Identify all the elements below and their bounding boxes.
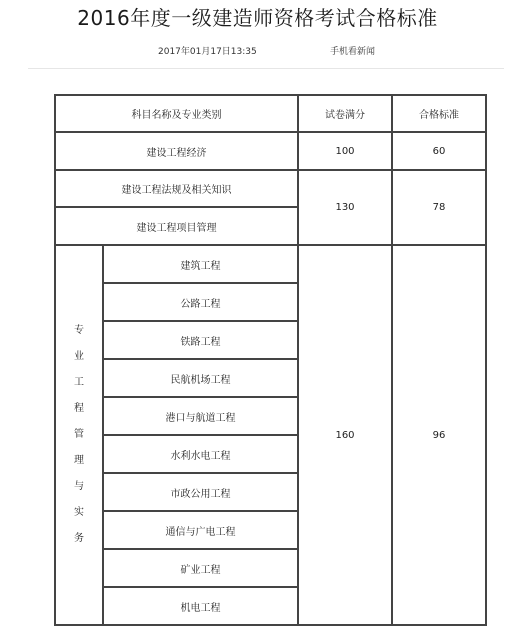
specialty-cell: 水利水电工程 bbox=[103, 435, 298, 473]
practice-category-label bbox=[55, 245, 103, 625]
table-row bbox=[55, 132, 486, 170]
full-score-economy: 100 bbox=[298, 132, 392, 170]
specialty-cell: 矿业工程 bbox=[103, 549, 298, 587]
table-row bbox=[55, 170, 486, 207]
specialty-cell: 公路工程 bbox=[103, 283, 298, 321]
subject-project-management: 建设工程项目管理 bbox=[55, 207, 298, 245]
table-header-row bbox=[55, 95, 486, 132]
publish-date: 2017年01月17日13:35 bbox=[158, 47, 257, 57]
specialty-cell: 铁路工程 bbox=[103, 321, 298, 359]
specialty-cell: 机电工程 bbox=[103, 587, 298, 625]
specialty-cell: 港口与航道工程 bbox=[103, 397, 298, 435]
specialty-cell: 民航机场工程 bbox=[103, 359, 298, 397]
pass-score-practice: 96 bbox=[392, 245, 486, 625]
specialty-cell: 建筑工程 bbox=[103, 245, 298, 283]
divider bbox=[28, 68, 504, 69]
full-score-group2: 130 bbox=[298, 170, 392, 245]
specialty-cell: 市政公用工程 bbox=[103, 473, 298, 511]
full-score-practice: 160 bbox=[298, 245, 392, 625]
header-full-score: 试卷满分 bbox=[298, 95, 392, 132]
specialty-cell: 通信与广电工程 bbox=[103, 511, 298, 549]
subject-regulations: 建设工程法规及相关知识 bbox=[55, 170, 298, 207]
pass-score-economy: 60 bbox=[392, 132, 486, 170]
header-pass-score: 合格标准 bbox=[392, 95, 486, 132]
header-subject: 科目名称及专业类别 bbox=[55, 95, 298, 132]
page-title: 2016年度一级建造师资格考试合格标准 bbox=[77, 6, 438, 30]
mobile-news-link[interactable]: 手机看新闻 bbox=[330, 47, 376, 57]
subject-economy: 建设工程经济 bbox=[55, 132, 298, 170]
pass-score-group2: 78 bbox=[392, 170, 486, 245]
pass-standard-table bbox=[54, 94, 487, 626]
table-row bbox=[55, 245, 486, 283]
practice-label-text: 专业工程管理与实务 bbox=[74, 325, 84, 544]
